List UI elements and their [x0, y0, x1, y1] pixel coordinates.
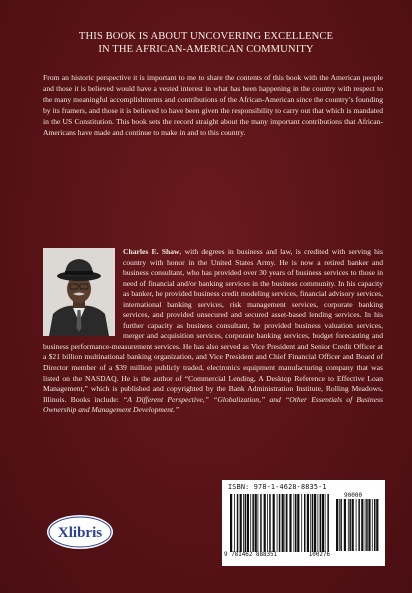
- barcode-digits: [224, 552, 384, 558]
- barcode-bar: [230, 494, 232, 552]
- barcode-bar: [297, 494, 299, 552]
- barcode-bar: [301, 494, 302, 552]
- barcode-bar: [318, 494, 319, 552]
- barcode-main-icon: [230, 494, 332, 552]
- barcode-bar: [250, 494, 251, 552]
- barcode-main-digits: 9 781462 888351: [224, 552, 278, 558]
- barcode-bar: [237, 494, 239, 552]
- barcode-bar: [368, 499, 370, 551]
- author-bio: [43, 247, 383, 416]
- barcode-bar: [234, 494, 235, 552]
- barcode-bar: [269, 494, 271, 552]
- barcode-bar: [240, 494, 242, 552]
- barcode-bar: [374, 499, 376, 551]
- barcode-bar: [336, 499, 338, 551]
- barcode-bar: [358, 499, 360, 551]
- barcode-bar: [294, 494, 295, 552]
- photo-spacer: [43, 247, 123, 339]
- barcode-bar: [372, 499, 373, 551]
- barcode-bar: [307, 494, 309, 552]
- barcode-bar: [320, 494, 322, 552]
- barcode-addon-icon: [336, 499, 380, 551]
- books-list: “A Different Perspective,” “Globalization,” and “Other Essentials of Business Ownership and Management Development.”: [43, 394, 383, 415]
- barcode-bar: [252, 494, 254, 552]
- barcode-bar: [277, 494, 278, 552]
- barcode-bar: [258, 494, 259, 552]
- barcode-bar: [344, 499, 346, 551]
- barcode-bar: [322, 494, 324, 552]
- publisher-logo: [46, 514, 114, 550]
- logo-text: Xlibris: [57, 525, 103, 541]
- barcode-bar: [349, 499, 351, 551]
- xlibris-logo-icon: [46, 514, 114, 550]
- barcode-bar: [304, 494, 306, 552]
- barcode-bar: [282, 494, 284, 552]
- bio-text: , with degrees in business and law, is credited with serving his country with honor in the United States Army. He is now a retired banker and business consultant, who has provided over 30 years of business services to those in need of financial and/or banking services in the business community. In his capacity as banker, he provided business credit modeling services, financial advisory services, international banking services, risk management services, corporate banking services, and provided unsecured and secured asset-based lending services. In his further capacity as business consultant, he provided business valuation services, merger and acquisition services, corporate banking services, budget forecasting and business performance-measurement services. He has also served as Vice President and Senior Credit Officer at a $21 billion multinational banking organization, and Vice President and Chief Financial Officer and Board of Director member of a $39 million publicly traded, electronics equipment manufacturing company that was listed on the NASDAQ. He is the author of “Commercial Lending, A Desktop Reference to Effective Loan Management,” which is published and copyrighted by the Bank Administration Institute, Rolling Meadows, Illinois. Books include:: [43, 247, 383, 404]
- headline-line-1: THIS BOOK IS ABOUT UNCOVERING EXCELLENCE: [78, 31, 334, 42]
- barcode-bar: [356, 499, 357, 551]
- barcode-addon-digits: 100276: [308, 552, 331, 558]
- barcode-bar: [352, 499, 354, 551]
- barcode-bar: [289, 494, 291, 552]
- barcode-bar: [339, 499, 340, 551]
- barcode-bar: [295, 494, 297, 552]
- barcode-bar: [273, 494, 275, 552]
- isbn-label: ISBN: 978-1-4628-8835-1: [228, 483, 327, 491]
- barcode-bar: [286, 494, 288, 552]
- barcode-bar: [327, 494, 329, 552]
- author-name: Charles E. Shaw: [123, 247, 180, 256]
- barcode-bar: [325, 494, 326, 552]
- barcode-box: [222, 480, 385, 566]
- headline-line-2: IN THE AFRICAN-AMERICAN COMMUNITY: [98, 44, 314, 55]
- barcode-bar: [340, 499, 342, 551]
- barcode-bar: [255, 494, 257, 552]
- barcode-bar: [361, 499, 363, 551]
- barcode-bar: [310, 494, 311, 552]
- barcode-bar: [245, 494, 247, 552]
- barcode-bar: [366, 499, 368, 551]
- barcode-bar: [285, 494, 286, 552]
- barcode-bar: [267, 494, 268, 552]
- barcode-bar: [279, 494, 281, 552]
- barcode-bar: [376, 499, 378, 551]
- barcode-bar: [312, 494, 314, 552]
- barcode-bar: [264, 494, 266, 552]
- barcode-bar: [260, 494, 262, 552]
- barcode-addon-number: 90000: [344, 492, 363, 499]
- headline: [20, 30, 392, 56]
- barcode-bar: [314, 494, 316, 552]
- barcode-bar: [247, 494, 249, 552]
- barcode-bar: [243, 494, 244, 552]
- barcode-bar: [365, 499, 366, 551]
- barcode-bar: [348, 499, 349, 551]
- intro-paragraph: From an historic perspective it is important to me to share the contents of this book with the American people and those it is believed would have a vested interest in what has been happening in the country with respect to the many meaningful accomplishments and contributions of the African-American since the country’s founding by its framers, and those it is believed to have been given the responsibility to carry out that which is mandated in the US Constitution. This book sets the record straight about the many important contributions that African-Americans have made and continue to make in and to this country.: [43, 73, 383, 137]
